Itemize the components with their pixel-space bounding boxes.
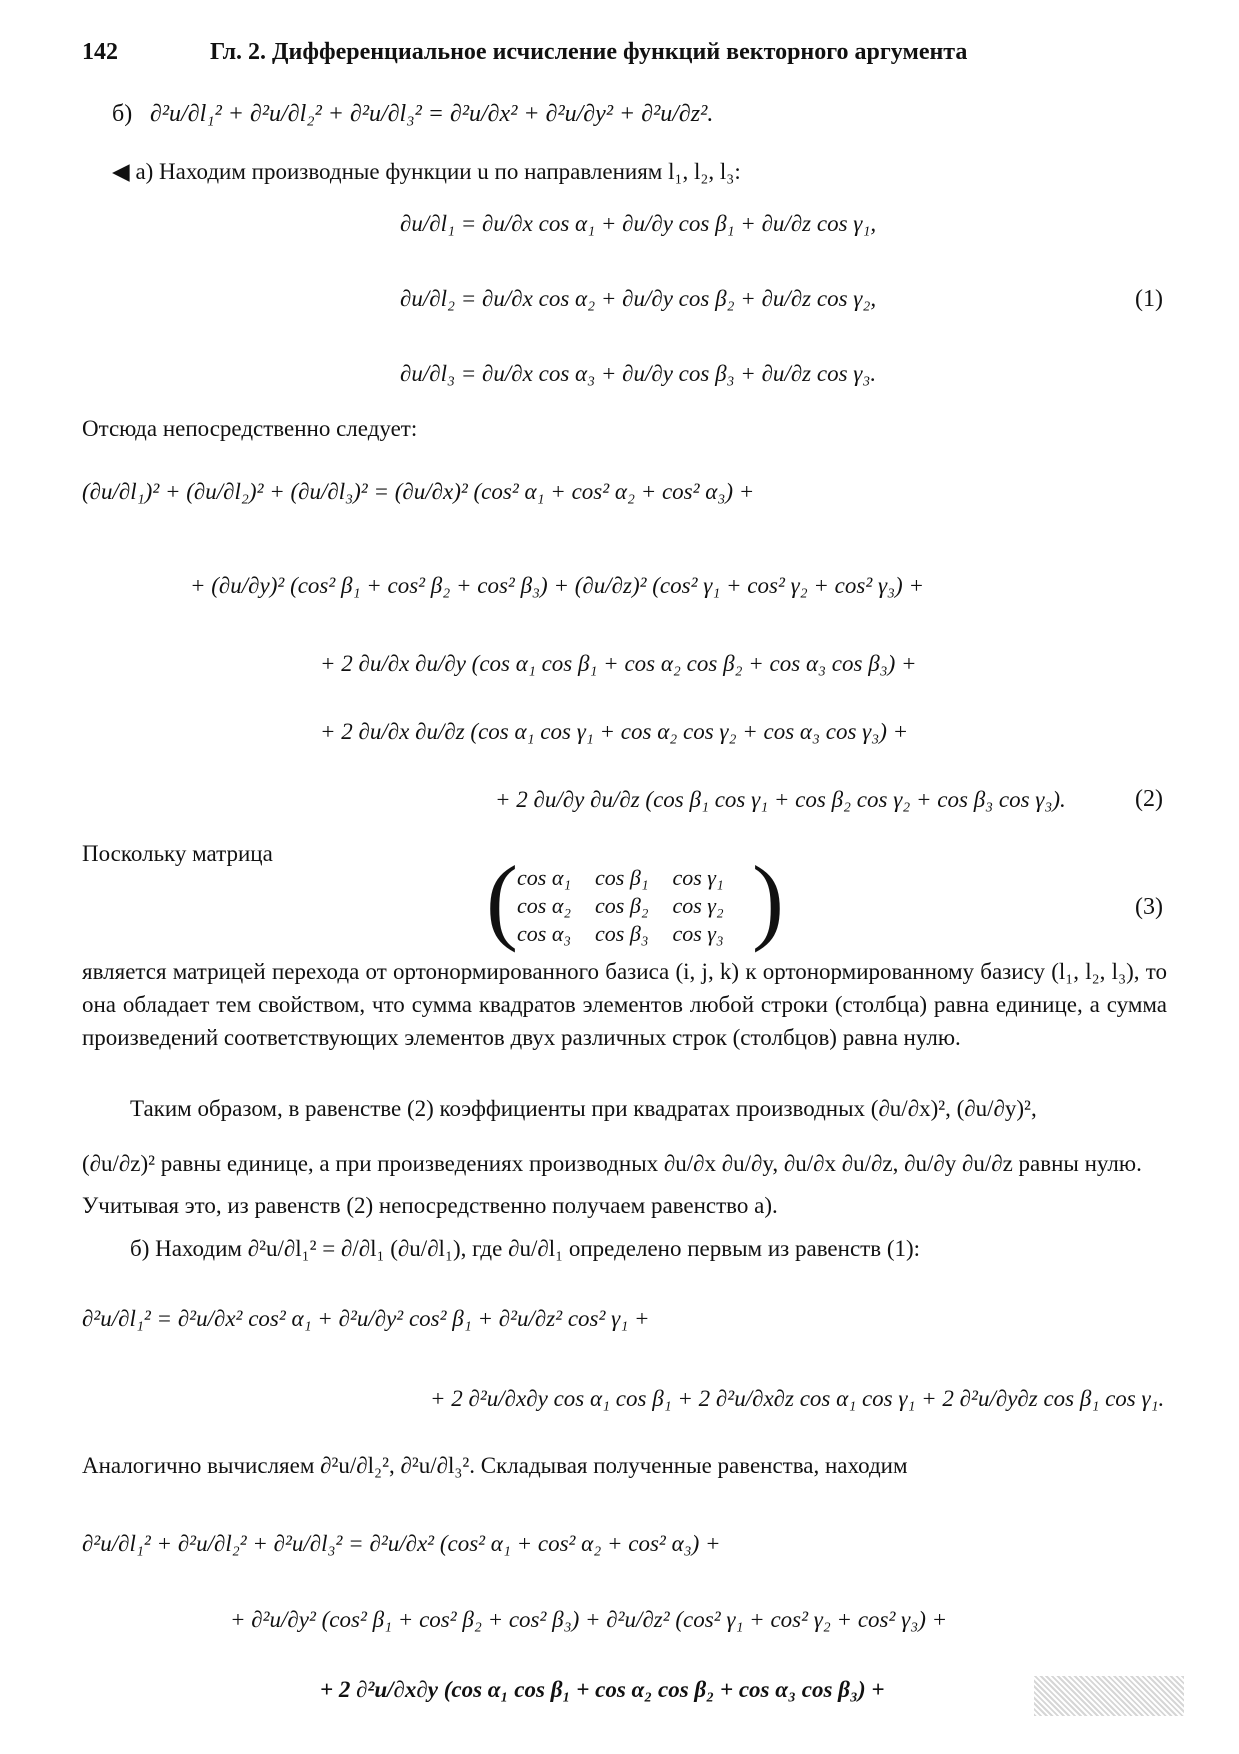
matrix-cell: cos β₃	[595, 921, 649, 946]
proof-b-intro: б) Находим ∂²u/∂l₁² = ∂/∂l₁ (∂u/∂l₁), где ∂u/∂l₁ определено первым из равенств (1):	[130, 1236, 921, 1261]
eq2-line4: + 2 ∂u/∂x ∂u/∂z (cos α₁ cos γ₁ + cos α₂ cos γ₂ + cos α₃ cos γ₃) +	[320, 719, 909, 744]
statement-b: ∂²u/∂l₁² + ∂²u/∂l₂² + ∂²u/∂l₃² = ∂²u/∂x² + ∂²u/∂y² + ∂²u/∂z².	[150, 101, 714, 127]
eq-sum-line1: ∂²u/∂l₁² + ∂²u/∂l₂² + ∂²u/∂l₃² = ∂²u/∂x² (cos² α₁ + cos² α₂ + cos² α₃) +	[82, 1531, 721, 1556]
matrix-left-paren: (	[486, 846, 518, 953]
since-matrix-text: Поскольку матрица	[82, 841, 273, 866]
paragraph-matrix: является матрицей перехода от ортонормированного базиса (i, j, k) к ортонормированному базису (l₁, l₂, l₃), то она обладает тем свойством, что сумма квадратов элементов любой строки (столбца) равна единице, а сумма произведений соответствующих элементов двух различных строк (столбцов) равна нулю.	[82, 959, 1167, 1050]
equation-number-3: (3)	[1135, 894, 1163, 920]
equation-number-2: (2)	[1135, 786, 1163, 812]
equation-number-1: (1)	[1135, 286, 1163, 312]
matrix-3	[505, 864, 736, 948]
follows-text: Отсюда непосредственно следует:	[82, 416, 418, 441]
matrix-cell: cos β₁	[595, 865, 649, 890]
matrix-row	[505, 920, 736, 948]
eq2-line5: + 2 ∂u/∂y ∂u/∂z (cos β₁ cos γ₁ + cos β₂ cos γ₂ + cos β₃ cos γ₃).	[495, 787, 1066, 812]
similarly-text: Аналогично вычисляем ∂²u/∂l₂², ∂²u/∂l₃². Складывая полученные равенства, находим	[82, 1453, 908, 1478]
eq-sum-line3: + 2 ∂²u/∂x∂y (cos α₁ cos β₁ + cos α₂ cos β₂ + cos α₃ cos β₃) +	[320, 1677, 885, 1702]
paragraph-thus-line2: (∂u/∂z)² равны единице, а при произведениях производных ∂u/∂x ∂u/∂y, ∂u/∂x ∂u/∂z, ∂u/∂y ∂u/∂z равны нулю.	[82, 1151, 1142, 1176]
eq2-line3: + 2 ∂u/∂x ∂u/∂y (cos α₁ cos β₁ + cos α₂ cos β₂ + cos α₃ cos β₃) +	[320, 651, 917, 676]
system1-row1: ∂u/∂l₁ = ∂u/∂x cos α₁ + ∂u/∂y cos β₁ + ∂u/∂z cos γ₁,	[400, 211, 877, 236]
proof-a-intro: ◀ а) Находим производные функции u по направлениям l₁, l₂, l₃:	[112, 159, 741, 184]
scan-artifact	[1034, 1676, 1184, 1716]
eq2-line1: (∂u/∂l₁)² + (∂u/∂l₂)² + (∂u/∂l₃)² = (∂u/∂x)² (cos² α₁ + cos² α₂ + cos² α₃) +	[82, 479, 755, 504]
eq-sum-line2: + ∂²u/∂y² (cos² β₁ + cos² β₂ + cos² β₃) + ∂²u/∂z² (cos² γ₁ + cos² γ₂ + cos² γ₃) +	[230, 1607, 948, 1632]
system1-row3: ∂u/∂l₃ = ∂u/∂x cos α₃ + ∂u/∂y cos β₃ + ∂u/∂z cos γ₃.	[400, 361, 877, 386]
paragraph-thus-line1: Таким образом, в равенстве (2) коэффициенты при квадратах производных (∂u/∂x)², (∂u/∂y)²,	[130, 1096, 1037, 1121]
matrix-row	[505, 864, 736, 892]
page-number: 142	[82, 39, 118, 65]
matrix-right-paren: )	[752, 846, 784, 953]
paragraph-thus-line3: Учитывая это, из равенств (2) непосредственно получаем равенство а).	[82, 1193, 778, 1218]
matrix-cell: cos α₁	[517, 865, 572, 890]
matrix-row	[505, 892, 736, 920]
eq2-line2: + (∂u/∂y)² (cos² β₁ + cos² β₂ + cos² β₃) + (∂u/∂z)² (cos² γ₁ + cos² γ₂ + cos² γ₃) +	[190, 573, 924, 598]
eq-b1-line1: ∂²u/∂l₁² = ∂²u/∂x² cos² α₁ + ∂²u/∂y² cos² β₁ + ∂²u/∂z² cos² γ₁ +	[82, 1306, 650, 1331]
eq-b1-line2: + 2 ∂²u/∂x∂y cos α₁ cos β₁ + 2 ∂²u/∂x∂z cos α₁ cos γ₁ + 2 ∂²u/∂y∂z cos β₁ cos γ₁.	[430, 1386, 1165, 1411]
system1-row2: ∂u/∂l₂ = ∂u/∂x cos α₂ + ∂u/∂y cos β₂ + ∂u/∂z cos γ₂,	[400, 286, 877, 311]
matrix-cell: cos γ₃	[672, 921, 724, 946]
running-title: Гл. 2. Дифференциальное исчисление функций векторного аргумента	[210, 39, 968, 65]
matrix-cell: cos β₂	[595, 893, 649, 918]
matrix-cell: cos γ₂	[672, 893, 724, 918]
statement-b-label: б)	[112, 101, 133, 127]
matrix-cell: cos γ₁	[672, 865, 724, 890]
matrix-cell: cos α₃	[517, 921, 572, 946]
matrix-cell: cos α₂	[517, 893, 572, 918]
